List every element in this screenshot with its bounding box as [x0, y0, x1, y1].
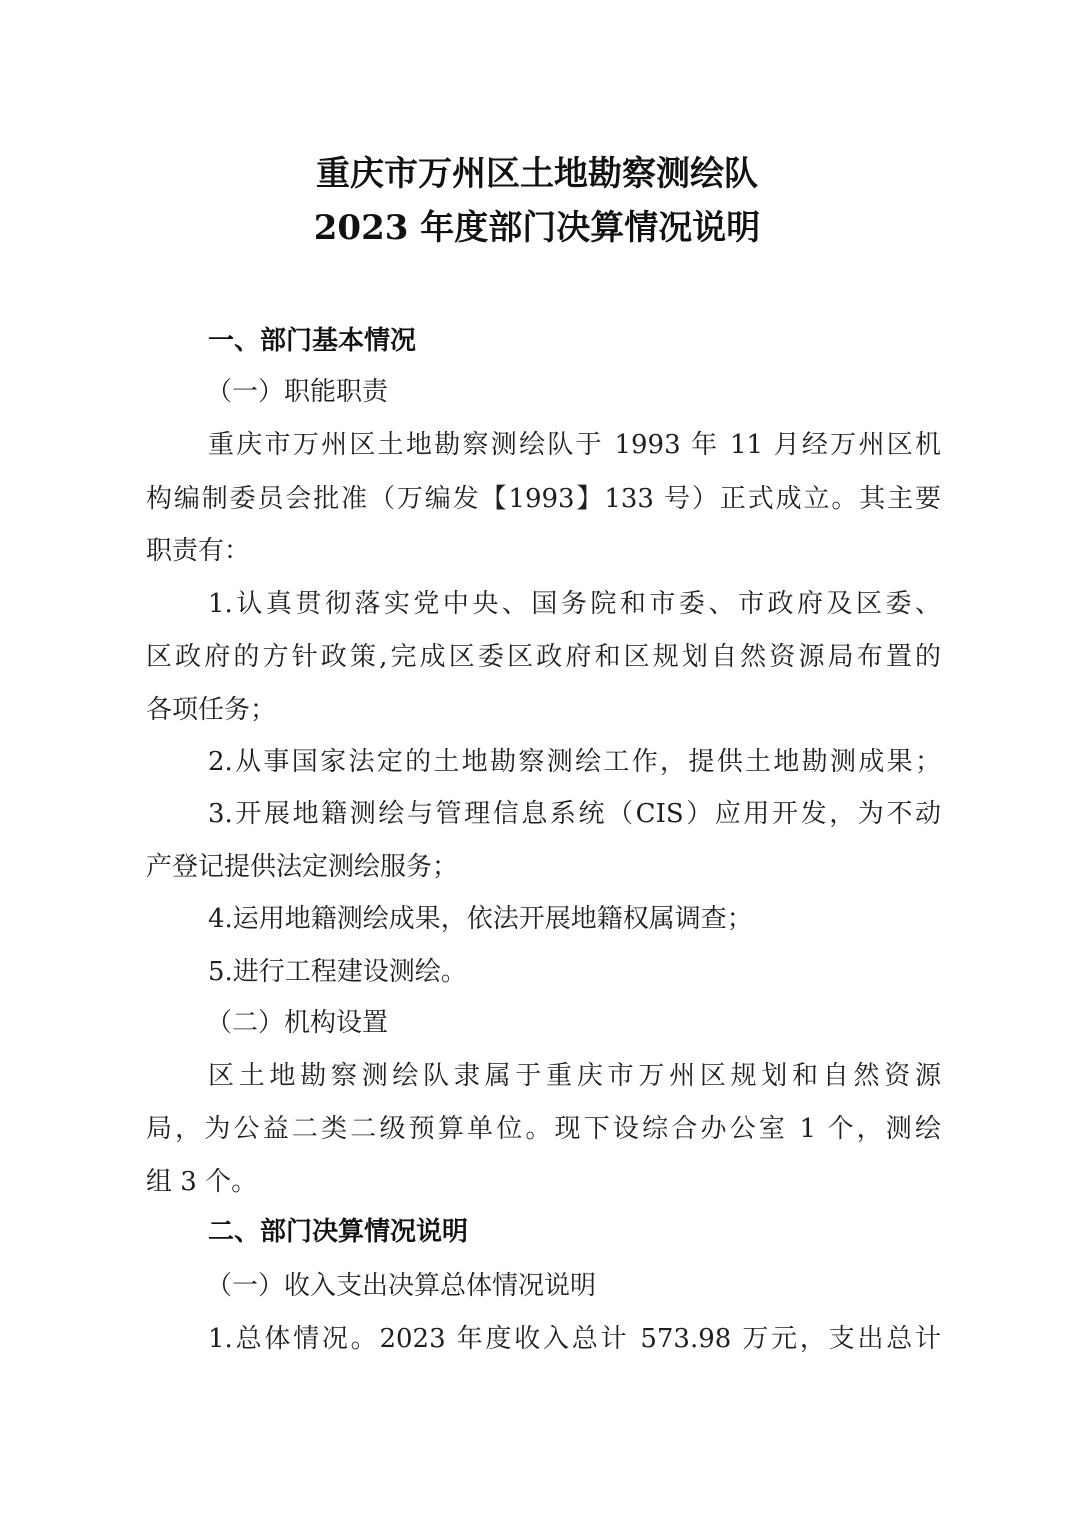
item1-line1: 1.认真贯彻落实党中央、国务院和市委、市政府及区委、 — [208, 589, 941, 619]
item2: 2.从事国家法定的土地勘察测绘工作，提供土地勘测成果； — [208, 747, 941, 777]
section1-p1-line1: 重庆市万州区土地勘察测绘队于 1993 年 11 月经万州区机 — [208, 430, 941, 460]
item4: 4.运用地籍测绘成果，依法开展地籍权属调查； — [208, 904, 753, 934]
document-title-line2: 2023 年度部门决算情况说明 — [313, 208, 761, 248]
document-title-line1: 重庆市万州区土地勘察测绘队 — [316, 154, 758, 194]
section1-sub2: （二）机构设置 — [206, 1008, 389, 1038]
item5: 5.进行工程建设测绘。 — [208, 957, 467, 987]
item3-line1: 3.开展地籍测绘与管理信息系统（CIS）应用开发，为不动 — [208, 799, 941, 829]
item3-line2: 产登记提供法定测绘服务； — [146, 852, 459, 882]
section1-p2-line1: 区土地勘察测绘队隶属于重庆市万州区规划和自然资源 — [208, 1061, 941, 1091]
section1-heading: 一、部门基本情况 — [208, 326, 417, 356]
section1-sub1: （一）职能职责 — [206, 377, 389, 407]
section1-p2-line2: 局，为公益二类二级预算单位。现下设综合办公室 1 个，测绘 — [146, 1114, 941, 1144]
section2-heading: 二、部门决算情况说明 — [208, 1217, 469, 1247]
section1-p2-line3: 组 3 个。 — [146, 1167, 258, 1197]
item1-line2: 区政府的方针政策,完成区委区政府和区规划自然资源局布置的 — [146, 642, 941, 672]
item1-line3: 各项任务； — [146, 695, 277, 725]
section1-p1-line3: 职责有： — [146, 536, 251, 566]
section2-sub1: （一）收入支出决算总体情况说明 — [206, 1271, 597, 1301]
section1-p1-line2: 构编制委员会批准（万编发【1993】133 号）正式成立。其主要 — [146, 484, 941, 514]
section2-p1-line1: 1.总体情况。2023 年度收入总计 573.98 万元，支出总计 — [208, 1324, 941, 1354]
